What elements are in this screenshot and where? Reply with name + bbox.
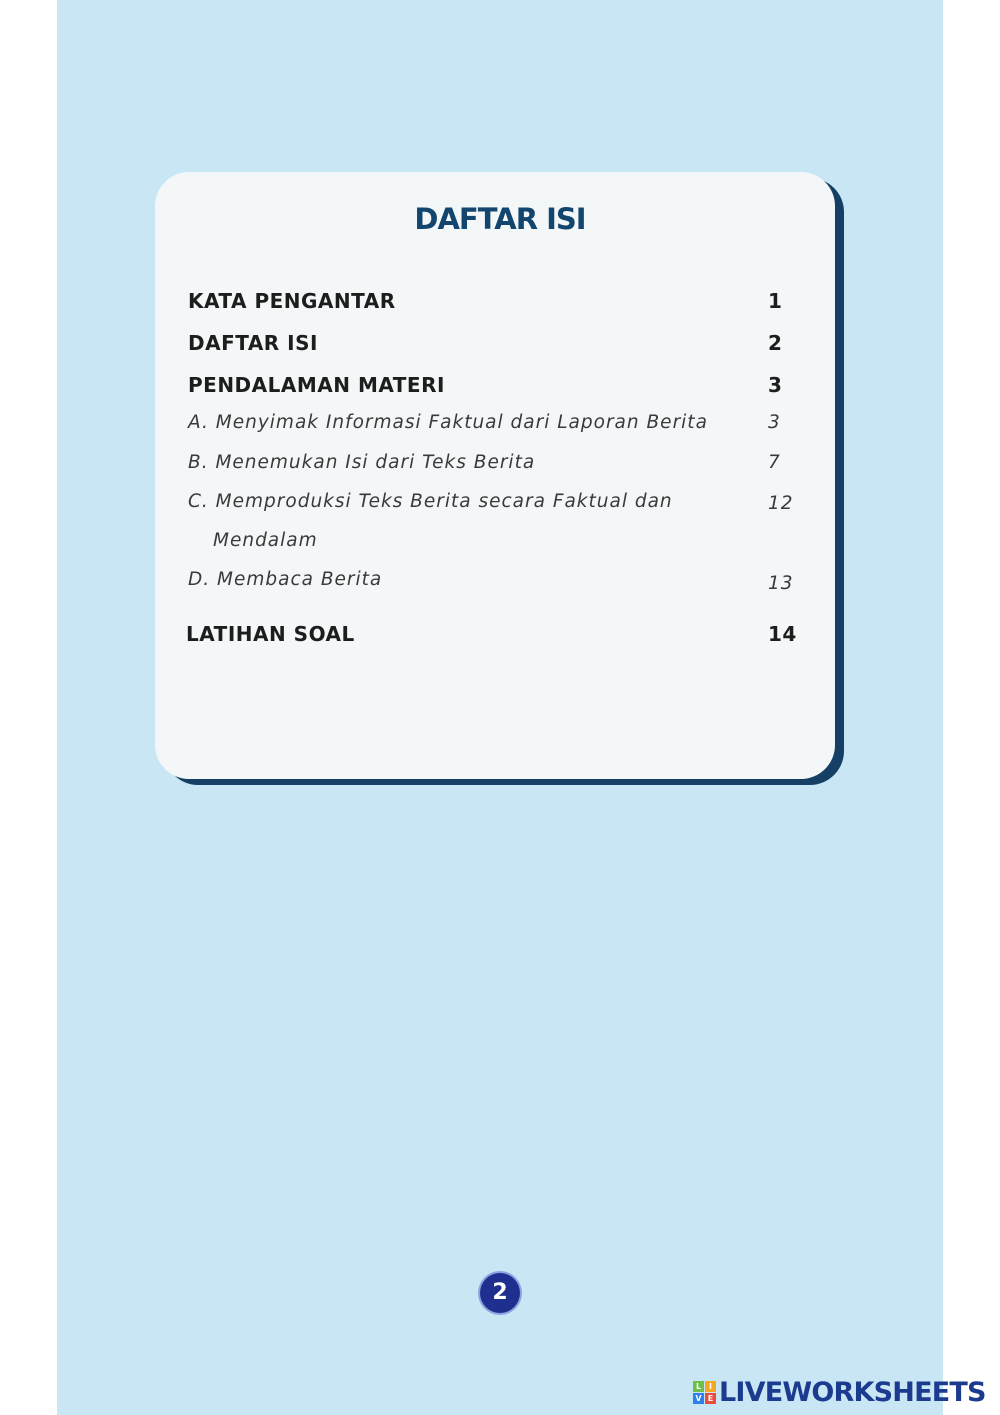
toc-entry-label: C. Memproduksi Teks Berita secara Faktual dan xyxy=(188,491,673,512)
toc-entry-latihan-soal xyxy=(186,622,796,658)
toc-entry-page: 13 xyxy=(768,573,794,594)
toc-entry-pendalaman-materi xyxy=(188,373,798,409)
toc-subentry-d xyxy=(188,569,798,605)
logo-letter: E xyxy=(705,1393,716,1404)
logo-letter: V xyxy=(693,1393,704,1404)
toc-entry-page: 14 xyxy=(768,622,797,646)
liveworksheets-logo-icon xyxy=(693,1381,716,1404)
page-number-badge: 2 xyxy=(480,1273,520,1313)
liveworksheets-logo xyxy=(693,1377,986,1407)
page-title: DAFTAR ISI xyxy=(414,202,586,236)
logo-letter: I xyxy=(705,1381,716,1392)
toc-entry-page: 12 xyxy=(768,493,794,514)
toc-entry-page: 3 xyxy=(768,373,783,397)
toc-subentry-b xyxy=(188,452,798,488)
toc-entry-label: LATIHAN SOAL xyxy=(186,622,355,646)
liveworksheets-logo-text: LIVEWORKSHEETS xyxy=(719,1376,986,1408)
toc-entry-label: PENDALAMAN MATERI xyxy=(188,373,445,397)
toc-entry-kata-pengantar xyxy=(188,289,798,325)
toc-entry-label: A. Menyimak Informasi Faktual dari Laporan Berita xyxy=(188,412,708,433)
toc-entry-label: DAFTAR ISI xyxy=(188,331,318,355)
toc-entry-label: D. Membaca Berita xyxy=(188,569,383,590)
toc-entry-page: 3 xyxy=(768,412,781,433)
toc-entry-daftar-isi xyxy=(188,331,798,367)
toc-entry-page: 1 xyxy=(768,289,783,313)
toc-subentry-a xyxy=(188,412,798,448)
toc-entry-page: 2 xyxy=(768,331,783,355)
toc-subentry-c xyxy=(188,491,798,527)
toc-subentry-c-continuation: Mendalam xyxy=(213,530,318,551)
toc-entry-page: 7 xyxy=(768,452,781,473)
toc-entry-label: KATA PENGANTAR xyxy=(188,289,396,313)
logo-letter: L xyxy=(693,1381,704,1392)
toc-entry-label: B. Menemukan Isi dari Teks Berita xyxy=(188,452,536,473)
